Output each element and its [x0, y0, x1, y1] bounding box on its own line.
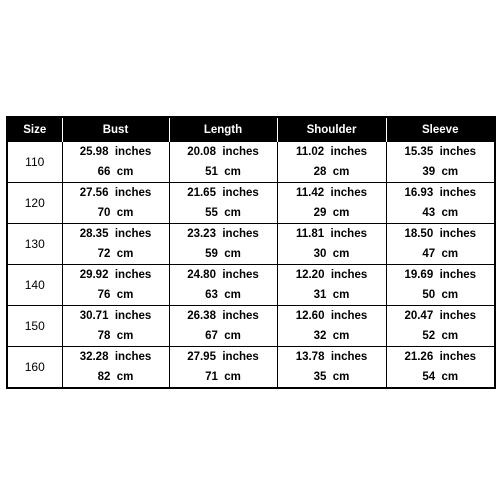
bust-cell — [62, 224, 169, 265]
shoulder-inches-value: 12.60 inches — [295, 310, 368, 322]
length-cell — [169, 224, 277, 265]
shoulder-inches-value: 11.02 inches — [296, 146, 367, 158]
shoulder-cell — [277, 265, 386, 306]
sleeve-inches-value: 21.26 inches — [404, 351, 477, 363]
bust-cell — [62, 306, 169, 347]
shoulder-inches-value: 12.20 inches — [295, 269, 368, 281]
bust-inches-value: 28.35 inches — [79, 228, 152, 240]
sleeve-inches-value: 20.47 inches — [404, 310, 477, 322]
shoulder-cm-value: 29 cm — [313, 207, 350, 219]
bust-cm-value: 78 cm — [97, 330, 134, 342]
table-row — [7, 224, 495, 265]
shoulder-cm-value: 32 cm — [313, 330, 350, 342]
bust-cm-value: 70 cm — [97, 207, 134, 219]
length-cell — [169, 265, 277, 306]
bust-inches-value: 29.92 inches — [79, 269, 152, 281]
size-cell: 150 — [7, 306, 62, 347]
shoulder-cell — [277, 224, 386, 265]
length-cell — [169, 306, 277, 347]
size-cell: 140 — [7, 265, 62, 306]
bust-cell — [62, 142, 169, 183]
bust-cm-value: 76 cm — [97, 289, 134, 301]
bust-cell — [62, 347, 169, 389]
sleeve-cm-value: 39 cm — [422, 166, 459, 178]
sleeve-cell — [386, 347, 495, 389]
length-cell — [169, 347, 277, 389]
header-bust: Bust — [62, 117, 169, 142]
length-cm-value: 51 cm — [205, 166, 241, 178]
table-row — [7, 265, 495, 306]
sleeve-inches-value: 19.69 inches — [404, 269, 477, 281]
length-cell — [169, 183, 277, 224]
length-cm-value: 63 cm — [205, 289, 241, 301]
length-cm-value: 67 cm — [205, 330, 241, 342]
bust-cm-value: 72 cm — [97, 248, 134, 260]
shoulder-cm-value: 35 cm — [313, 371, 350, 383]
shoulder-cell — [277, 306, 386, 347]
shoulder-cell — [277, 347, 386, 389]
shoulder-inches-value: 11.81 inches — [296, 228, 367, 240]
bust-inches-value: 25.98 inches — [79, 146, 152, 158]
table-body — [7, 142, 495, 389]
bust-cm-value: 66 cm — [97, 166, 134, 178]
length-inches-value: 23.23 inches — [187, 228, 259, 240]
header-shoulder: Shoulder — [277, 117, 386, 142]
shoulder-cm-value: 31 cm — [313, 289, 350, 301]
bust-cell — [62, 183, 169, 224]
sleeve-cell — [386, 183, 495, 224]
sleeve-cm-value: 47 cm — [422, 248, 459, 260]
length-inches-value: 21.65 inches — [187, 187, 259, 199]
shoulder-cell — [277, 142, 386, 183]
bust-cell — [62, 265, 169, 306]
shoulder-cell — [277, 183, 386, 224]
length-cm-value: 55 cm — [205, 207, 241, 219]
length-cm-value: 59 cm — [205, 248, 241, 260]
size-chart-table — [6, 116, 496, 389]
bust-inches-value: 30.71 inches — [79, 310, 152, 322]
table-row — [7, 183, 495, 224]
sleeve-cm-value: 43 cm — [422, 207, 459, 219]
table-row — [7, 347, 495, 389]
sleeve-inches-value: 18.50 inches — [404, 228, 477, 240]
bust-inches-value: 27.56 inches — [79, 187, 152, 199]
length-inches-value: 26.38 inches — [187, 310, 259, 322]
table-header-row — [7, 117, 495, 142]
size-cell: 130 — [7, 224, 62, 265]
length-cm-value: 71 cm — [205, 371, 241, 383]
sleeve-cell — [386, 306, 495, 347]
table-row — [7, 142, 495, 183]
bust-cm-value: 82 cm — [97, 371, 134, 383]
header-length: Length — [169, 117, 277, 142]
sleeve-cm-value: 52 cm — [422, 330, 459, 342]
header-sleeve: Sleeve — [386, 117, 495, 142]
sleeve-inches-value: 16.93 inches — [404, 187, 477, 199]
sleeve-cm-value: 50 cm — [422, 289, 459, 301]
length-inches-value: 20.08 inches — [187, 146, 259, 158]
length-inches-value: 24.80 inches — [187, 269, 259, 281]
sleeve-cell — [386, 142, 495, 183]
bust-inches-value: 32.28 inches — [79, 351, 152, 363]
length-cell — [169, 142, 277, 183]
size-cell: 120 — [7, 183, 62, 224]
header-size: Size — [7, 117, 62, 142]
shoulder-cm-value: 30 cm — [313, 248, 350, 260]
sleeve-cell — [386, 265, 495, 306]
sleeve-cm-value: 54 cm — [422, 371, 459, 383]
shoulder-inches-value: 13.78 inches — [295, 351, 368, 363]
size-cell: 110 — [7, 142, 62, 183]
table-row — [7, 306, 495, 347]
shoulder-inches-value: 11.42 inches — [296, 187, 367, 199]
sleeve-inches-value: 15.35 inches — [404, 146, 477, 158]
sleeve-cell — [386, 224, 495, 265]
shoulder-cm-value: 28 cm — [313, 166, 350, 178]
length-inches-value: 27.95 inches — [187, 351, 259, 363]
size-cell: 160 — [7, 347, 62, 389]
